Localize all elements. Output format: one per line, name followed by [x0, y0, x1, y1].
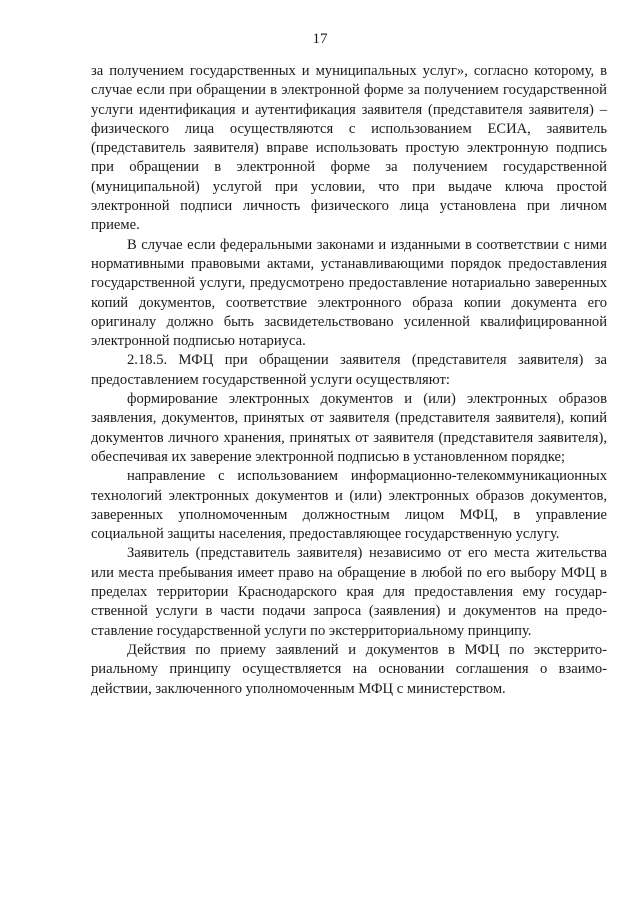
- paragraph-extraterritorial-right: Заявитель (представитель заявителя) независимо от его места жительства или места пребывания имеет право на обращение в любой по его выбору МФЦ в пределах территории Краснодарского края для предоставления ему государ-ственной услуги в части подачи запроса (заявления) и документов на предо-ставление государственной услуги по экстерриториальному принципу.: [91, 545, 607, 639]
- document-body: [91, 62, 607, 699]
- paragraph-continuation: за получением государственных и муниципальных услуг», согласно которому, в случае если при обращении в электронной форме за получением государственной услуги идентификация и аутентификация заявителя (представителя заявителя) – физического лица осуществляются с использованием ЕСИА, заявитель (представитель заявителя) вправе использовать простую электронную подпись при обращении в электронной форме за получением государственной (муниципальной) услугой при условии, что при выдаче ключа простой электронной подписи личность физического лица установлена при личном приеме.: [91, 63, 607, 234]
- paragraph-sending-documents: направление с использованием информационно-телекоммуникационных технологий электронных документов и (или) электронных образов документов, заверенных уполномоченным должностным лицом МФЦ, в управление социальной защиты населения, предоставляющее государственную услугу.: [91, 468, 607, 543]
- page-number: 17: [312, 31, 328, 47]
- paragraph-extraterritorial-agreement: Действия по приему заявлений и документов в МФЦ по экстеррито-риальному принципу осуществляется на основании соглашения о взаимо-действии, заключенного уполномоченным МФЦ с министерством.: [91, 641, 607, 697]
- paragraph-forming-documents: формирование электронных документов и (или) электронных образов заявления, документов, принятых от заявителя (представителя заявителя), копий документов личного хранения, принятых от заявителя (представителя заявителя), обеспечивая их заверение электронной подписью в установленном порядке;: [91, 391, 607, 465]
- paragraph-notary: В случае если федеральными законами и изданными в соответствии с ними нормативными правовыми актами, устанавливающими порядок предоставления государственной услуги, предусмотрено предоставление нотариально заверенных копий документов, соответствие электронного образа копии документа его оригиналу должно быть засвидетельствовано усиленной квалифицированной электронной подписью нотариуса.: [91, 236, 607, 350]
- paragraph-2-18-5: 2.18.5. МФЦ при обращении заявителя (представителя заявителя) за предоставлением государственной услуги осуществляют:: [91, 352, 607, 388]
